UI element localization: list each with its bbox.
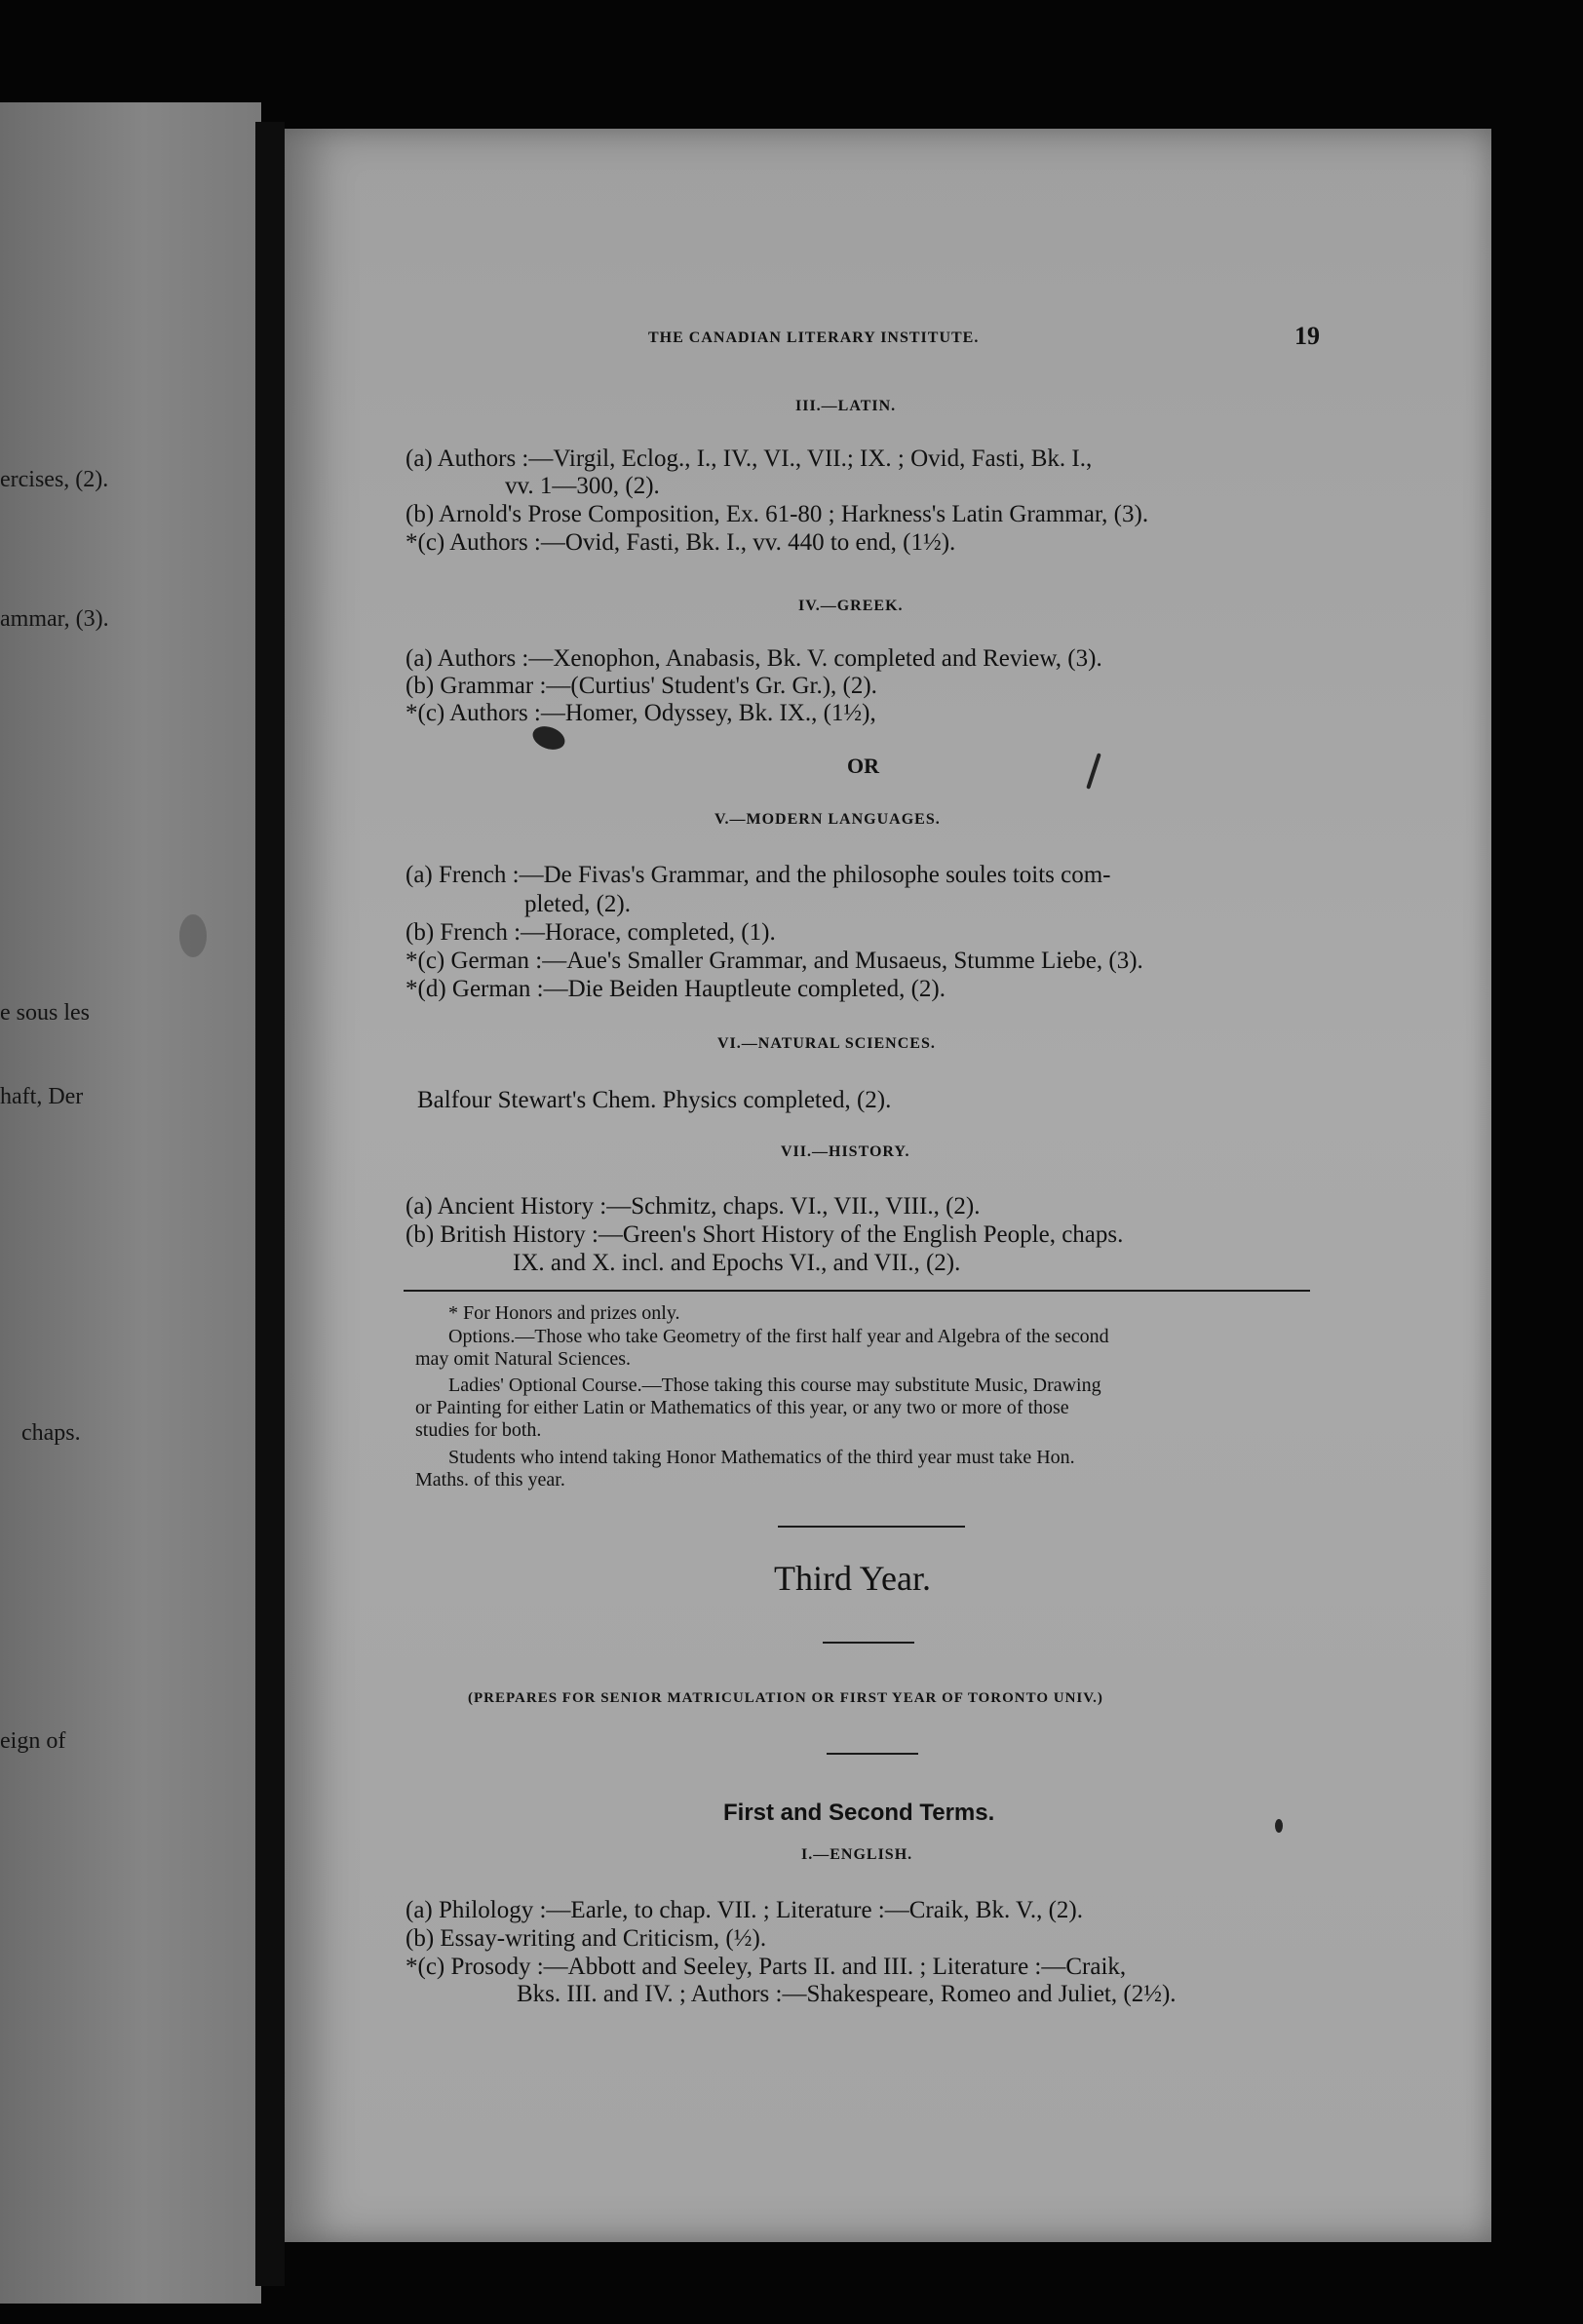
- modern-languages-line: *(d) German :—Die Beiden Hauptleute completed, (2).: [405, 976, 946, 1002]
- left-fragment: ercises, (2).: [0, 467, 109, 492]
- section-rule: [827, 1753, 918, 1755]
- english-line: (b) Essay-writing and Criticism, (½).: [405, 1925, 767, 1952]
- modern-languages-line: (a) French :—De Fivas's Grammar, and the philosophe soules toits com-: [405, 862, 1111, 888]
- section-heading-greek: IV.—GREEK.: [798, 598, 904, 614]
- section-heading-latin: III.—LATIN.: [795, 398, 897, 414]
- footnote-ladies-course: studies for both.: [415, 1419, 542, 1441]
- left-fragment: chaps.: [21, 1420, 81, 1446]
- book-gutter: [255, 122, 285, 2286]
- left-fragment: e sous les: [0, 1000, 90, 1026]
- terms-heading: First and Second Terms.: [723, 1800, 995, 1826]
- footnote-students: Students who intend taking Honor Mathematics of the third year must take Hon.: [448, 1447, 1075, 1468]
- section-rule: [823, 1642, 914, 1644]
- section-heading-history: VII.—HISTORY.: [781, 1143, 910, 1160]
- latin-line: vv. 1—300, (2).: [505, 473, 660, 499]
- footnote-ladies-course: Ladies' Optional Course.—Those taking this course may substitute Music, Drawing: [448, 1375, 1101, 1396]
- section-rule: [778, 1526, 965, 1528]
- footnote-students: Maths. of this year.: [415, 1469, 565, 1491]
- left-fragment: ammar, (3).: [0, 606, 109, 632]
- footnote-options: may omit Natural Sciences.: [415, 1348, 632, 1370]
- left-fragment: eign of: [0, 1728, 66, 1754]
- latin-line: (b) Arnold's Prose Composition, Ex. 61-80 ; Harkness's Latin Grammar, (3).: [405, 501, 1149, 527]
- history-line: (a) Ancient History :—Schmitz, chaps. VI., VII., VIII., (2).: [405, 1193, 981, 1220]
- greek-line: (b) Grammar :—(Curtius' Student's Gr. Gr.), (2).: [405, 673, 877, 699]
- section-heading-english: I.—ENGLISH.: [801, 1846, 913, 1863]
- page-number: 19: [1294, 322, 1320, 350]
- modern-languages-line: *(c) German :—Aue's Smaller Grammar, and Musaeus, Stumme Liebe, (3).: [405, 948, 1143, 974]
- english-line: Bks. III. and IV. ; Authors :—Shakespeare, Romeo and Juliet, (2½).: [517, 1981, 1177, 2007]
- natural-sciences-line: Balfour Stewart's Chem. Physics completed, (2).: [417, 1087, 892, 1113]
- section-heading-modern-languages: V.—MODERN LANGUAGES.: [714, 811, 941, 828]
- footnote-options: Options.—Those who take Geometry of the first half year and Algebra of the second: [448, 1326, 1109, 1347]
- greek-line: (a) Authors :—Xenophon, Anabasis, Bk. V. completed and Review, (3).: [405, 645, 1102, 672]
- footnote-honors: * For Honors and prizes only.: [448, 1302, 680, 1324]
- history-line: IX. and X. incl. and Epochs VI., and VII., (2).: [513, 1250, 961, 1276]
- running-header: THE CANADIAN LITERARY INSTITUTE.: [648, 329, 980, 346]
- right-page: [285, 129, 1491, 2242]
- pencil-mark: [1086, 753, 1101, 789]
- left-fragment: haft, Der: [0, 1084, 84, 1109]
- page-smudge: [179, 914, 207, 957]
- modern-languages-line: (b) French :—Horace, completed, (1).: [405, 919, 776, 946]
- ink-speck: [1275, 1819, 1283, 1833]
- english-line: (a) Philology :—Earle, to chap. VII. ; Literature :—Craik, Bk. V., (2).: [405, 1897, 1083, 1923]
- third-year-subtitle: (PREPARES FOR SENIOR MATRICULATION OR FIRST YEAR OF TORONTO UNIV.): [468, 1690, 1103, 1706]
- latin-line: *(c) Authors :—Ovid, Fasti, Bk. I., vv. 440 to end, (1½).: [405, 529, 956, 556]
- left-page: [0, 102, 261, 2304]
- history-line: (b) British History :—Green's Short History of the English People, chaps.: [405, 1221, 1124, 1248]
- greek-line: *(c) Authors :—Homer, Odyssey, Bk. IX., (1½),: [405, 700, 876, 726]
- or-divider: OR: [847, 754, 879, 778]
- footnote-ladies-course: or Painting for either Latin or Mathematics of this year, or any two or more of those: [415, 1397, 1069, 1418]
- latin-line: (a) Authors :—Virgil, Eclog., I., IV., VI., VII.; IX. ; Ovid, Fasti, Bk. I.,: [405, 445, 1093, 472]
- english-line: *(c) Prosody :—Abbott and Seeley, Parts II. and III. ; Literature :—Craik,: [405, 1954, 1127, 1980]
- ink-blot: [529, 722, 567, 754]
- notes-divider: [404, 1290, 1310, 1292]
- section-heading-natural-sciences: VI.—NATURAL SCIENCES.: [717, 1035, 936, 1052]
- modern-languages-line: pleted, (2).: [524, 891, 631, 917]
- third-year-title: Third Year.: [774, 1559, 931, 1598]
